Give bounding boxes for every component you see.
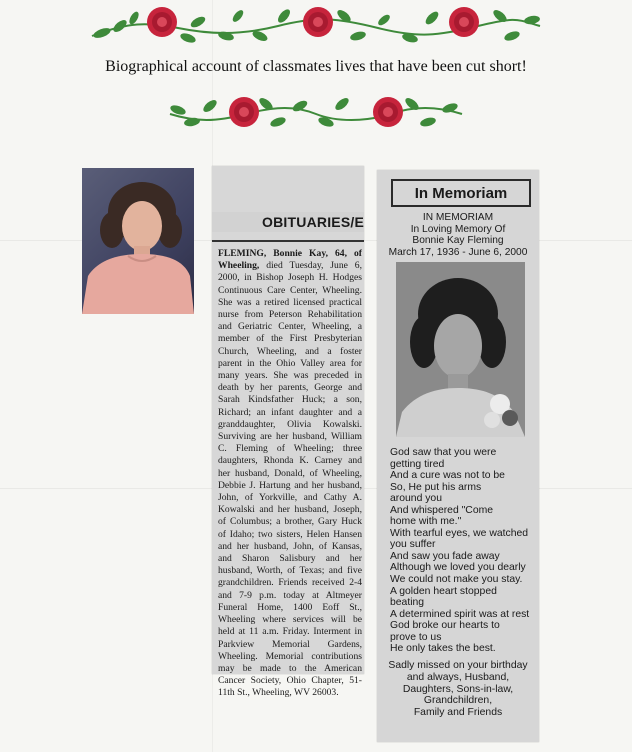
rose-vine-middle (166, 92, 466, 136)
poem-line: home with me." (390, 516, 462, 528)
memoriam-subheading: In Loving Memory Of (410, 223, 506, 235)
obituary-section-title: OBITUARIES/E (262, 214, 364, 230)
poem-line: He only takes the best. (390, 643, 496, 655)
rose-icon (449, 7, 479, 37)
page-headline: Biographical account of classmates lives that have been cut short! (105, 58, 527, 75)
poem-line: And a cure was not to be (390, 470, 505, 482)
poem-line: beating (390, 597, 425, 609)
poem-line: A golden heart stopped (390, 585, 497, 597)
memoriam-dates: March 17, 1936 - June 6, 2000 (388, 246, 528, 258)
rose-icon (147, 7, 177, 37)
obituary-lead: FLEMING, Bonnie Kay, 64, of Wheeling, (218, 248, 362, 272)
poem-line: And saw you fade away (390, 550, 500, 562)
memoriam-closing (377, 660, 539, 719)
memoriam-title: In Memoriam (414, 184, 508, 202)
memoriam-heading: IN MEMORIAM (422, 212, 494, 223)
poem-line: around you (390, 493, 442, 505)
poem-line: A determined spirit was at rest (390, 608, 530, 620)
vine-stem (170, 108, 462, 120)
poem-line: Although we loved you dearly (390, 562, 526, 574)
closing-line: Grandchildren, (423, 695, 493, 707)
closing-line: Family and Friends (413, 707, 503, 719)
rose-icon (303, 7, 333, 37)
memoriam-photo (396, 262, 525, 437)
memoriam-poem (390, 447, 539, 655)
poem-line: getting tired (390, 458, 445, 470)
obituary-section-header (212, 212, 364, 232)
memoriam-name: Bonnie Kay Fleming (412, 235, 504, 246)
memoriam-clipping (377, 170, 539, 742)
obituary-text (218, 248, 362, 700)
poem-line: prove to us (390, 631, 442, 643)
rose-icon (229, 97, 259, 127)
poem-line: With tearful eyes, we watched (390, 527, 529, 539)
poem-line: God saw that you were (390, 447, 497, 458)
obituary-clipping (212, 166, 364, 699)
portrait-photo (82, 168, 194, 314)
closing-line: Daughters, Sons-in-law, (402, 683, 514, 695)
closing-line: Sadly missed on your birthday (388, 660, 528, 671)
vine-leaves (169, 96, 459, 129)
memoriam-figure (396, 262, 525, 437)
rose-vine-top (88, 2, 544, 44)
poem-line: So, He put his arms (390, 481, 482, 493)
portrait-figure (82, 168, 194, 314)
poem-line: We could not make you stay. (390, 574, 523, 586)
poem-line: God broke our hearts to (390, 620, 500, 632)
poem-line: And whispered "Come (390, 504, 494, 516)
memoriam-title-box (391, 179, 531, 207)
obituary-body: died Tuesday, June 6, 2000, in Bishop Joseph H. Hodges Continuous Care Center, Wheeling. She was a retired licensed practical nurse from Peterson Rehabilitation and Geriatric Center, Wheeling, a member of the First Presbyterian Church, Wheeling, and a foster parent in the Ohio Valley area for many years. She was preceded in death by her parents, George and Sarah Kindsfather Huck; a son, Richard; an infant daughter and a granddaughter, Olivia Kowalski. Surviving are her husband, William C. Fleming of Wheeling; three daughters, Rhonda K. Carney and her husband, Donald, of Wheeling, Debbie J. Hartung and her husband, John, of Yorkville, and Cathy A. Kowalski and her husband, Joseph, of Columbus; a brother, Gary Huck of Idaho; two sisters, Helen Hansen and her husband, John, of Kansas, and Sharon Salisbury and her husband, Worth, of Texas; and five grandchildren. Friends received 2-4 and 7-9 p.m. today at Altmeyer Funeral Home, 1400 Eoff St., Wheeling where services will be held at 11 a.m. Friday. Interment in Parkview Memorial Gardens, Wheeling. Memorial contributions may be made to the American Cancer Society, Ohio Chapter, 51-11th St., Wheeling, WV 26003. (218, 260, 362, 699)
poem-line: you suffer (390, 539, 436, 551)
closing-line: and always, Husband, (406, 671, 510, 683)
divider (212, 240, 364, 242)
rose-icon (373, 97, 403, 127)
